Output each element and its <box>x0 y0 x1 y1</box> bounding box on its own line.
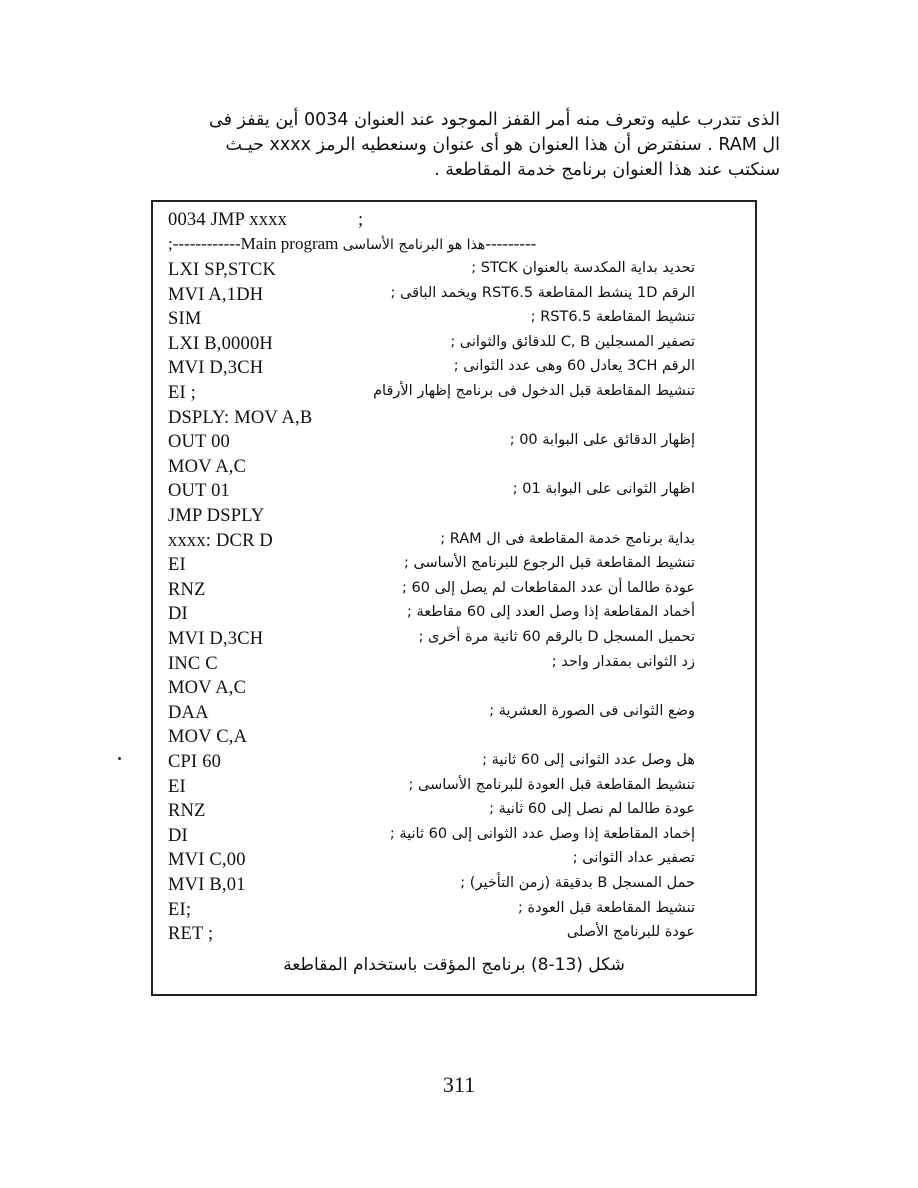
code-listing-box <box>151 200 757 996</box>
code-instruction: OUT 00 <box>168 432 231 453</box>
code-line <box>153 555 755 580</box>
code-comment: بداية برنامج خدمة المقاطعة فى ال RAM ; <box>440 530 695 547</box>
code-comment: اظهار الثوانى على البوابة 01 ; <box>512 481 695 498</box>
code-comment: الرقم 3CH يعادل 60 وهى عدد الثوانى ; <box>453 358 695 375</box>
code-instruction: EI <box>168 776 186 797</box>
header-instruction: 0034 JMP xxxx <box>168 210 288 230</box>
code-instruction: DI <box>168 825 188 846</box>
code-line <box>153 777 755 802</box>
code-instruction: MVI B,01 <box>168 875 246 895</box>
code-comment: أخماد المقاطعة إذا وصل العدد إلى 60 مقاطعة ; <box>406 604 695 621</box>
code-instruction: RNZ <box>168 579 206 600</box>
code-comment: هل وصل عدد الثوانى إلى 60 ثانية ; <box>482 752 695 768</box>
code-comment: عودة طالما أن عدد المقاطعات لم يصل إلى 60 ; <box>402 579 695 596</box>
code-instruction: DSPLY: MOV A,B <box>168 407 313 428</box>
figure-caption: شكل (13-8) برنامج المؤقت باستخدام المقاطعة <box>283 955 625 975</box>
divider-left: ;------------Main program <box>168 234 339 253</box>
code-comment: تنشيط المقاطعة RST6.5 ; <box>530 309 695 326</box>
code-instruction: MOV A,C <box>168 678 247 699</box>
code-instruction: OUT 01 <box>168 481 231 502</box>
code-comment: تحديد بداية المكدسة بالعنوان STCK ; <box>471 260 695 276</box>
code-comment: تنشيط المقاطعة قبل العودة ; <box>518 899 695 916</box>
code-instruction: EI; <box>168 899 192 920</box>
code-instruction: SIM <box>168 309 202 330</box>
code-comment: إخماد المقاطعة إذا وصل عدد الثوانى إلى 60 ثانية ; <box>389 825 695 842</box>
code-line <box>153 924 755 949</box>
code-comment: تحميل المسجل D بالرقم 60 ثانية مرة أخرى ; <box>418 629 695 645</box>
code-line <box>153 457 755 482</box>
code-line <box>153 654 755 679</box>
code-line <box>153 358 755 383</box>
code-line <box>153 481 755 506</box>
intro-line-2: ال RAM . سنفترض أن هذا العنوان هو أى عنوان وسنعطيه الرمز xxxx حيـث <box>225 135 780 155</box>
code-instruction: MVI A,1DH <box>168 284 264 305</box>
code-instruction: MOV C,A <box>168 727 248 748</box>
code-instruction: CPI 60 <box>168 752 222 772</box>
code-line <box>153 826 755 851</box>
stray-mark <box>118 757 121 760</box>
code-instruction: EI ; <box>168 383 197 403</box>
code-line <box>153 408 755 433</box>
code-comment: تنشيط المقاطعة قبل الرجوع للبرنامج الأساسى ; <box>403 555 695 572</box>
code-instruction: MVI D,3CH <box>168 358 264 379</box>
code-instruction: MVI C,00 <box>168 850 246 871</box>
code-instruction: EI <box>168 555 186 576</box>
code-instruction: RNZ <box>168 801 206 822</box>
code-line <box>153 678 755 703</box>
code-instruction: LXI B,0000H <box>168 333 273 354</box>
code-line <box>153 309 755 334</box>
code-line <box>153 383 755 408</box>
page-number: 311 <box>442 1072 476 1097</box>
code-line <box>153 752 755 777</box>
code-line <box>153 531 755 556</box>
code-line <box>153 801 755 826</box>
code-comment: عودة للبرنامج الأصلى <box>566 924 695 941</box>
code-instruction: INC C <box>168 653 218 674</box>
code-comment: تنشيط المقاطعة قبل الدخول فى برنامج إظهار الأرقام <box>373 383 695 399</box>
code-line <box>153 850 755 875</box>
code-instruction: MOV A,C <box>168 456 247 477</box>
code-line <box>153 260 755 285</box>
code-instruction: xxxx: DCR D <box>168 530 273 551</box>
code-line <box>153 703 755 728</box>
intro-line-3: سنكتب عند هذا العنوان برنامج خدمة المقاطعة . <box>434 160 780 180</box>
code-comment: الرقم 1D ينشط المقاطعة RST6.5 ويخمد الباقى ; <box>390 284 695 301</box>
intro-line-1: الذى تتدرب عليه وتعرف منه أمر القفز الموجود عند العنوان 0034 أين يقفز فى <box>209 110 780 130</box>
code-line <box>153 875 755 900</box>
code-instruction: MVI D,3CH <box>168 629 264 649</box>
code-line <box>153 506 755 531</box>
code-instruction: LXI SP,STCK <box>168 260 277 280</box>
code-line <box>153 285 755 310</box>
code-line <box>153 432 755 457</box>
divider-arabic-label: هذا هو البرنامج الأساسى <box>342 237 486 253</box>
code-line <box>153 334 755 359</box>
code-header-row <box>153 210 755 235</box>
header-semicolon: ; <box>358 210 364 230</box>
code-comment: عودة طالما لم نصل إلى 60 ثانية ; <box>489 801 695 818</box>
main-program-divider <box>168 234 536 254</box>
code-comment: وضع الثوانى فى الصورة العشرية ; <box>489 702 695 719</box>
divider-right: --------- <box>485 234 537 253</box>
code-comment: تصفير المسجلين C, B للدقائق والثوانى ; <box>450 333 695 350</box>
code-line <box>153 604 755 629</box>
code-instruction: DAA <box>168 702 209 723</box>
code-line <box>153 727 755 752</box>
code-line <box>153 629 755 654</box>
code-comment: حمل المسجل B بدقيقة (زمن التأخير) ; <box>460 875 695 891</box>
code-instruction: JMP DSPLY <box>168 506 265 526</box>
code-instruction: RET ; <box>168 924 214 945</box>
code-line <box>153 580 755 605</box>
intro-paragraph <box>150 108 780 183</box>
code-comment: تنشيط المقاطعة قبل العودة للبرنامج الأساسى ; <box>408 776 695 793</box>
code-comment: تصفير عداد الثوانى ; <box>572 850 695 867</box>
code-instruction: DI <box>168 604 188 625</box>
code-line <box>153 900 755 925</box>
code-comment: إظهار الدقائق على البوابة 00 ; <box>509 432 695 449</box>
code-comment: زد الثوانى بمقدار واحد ; <box>551 653 695 670</box>
